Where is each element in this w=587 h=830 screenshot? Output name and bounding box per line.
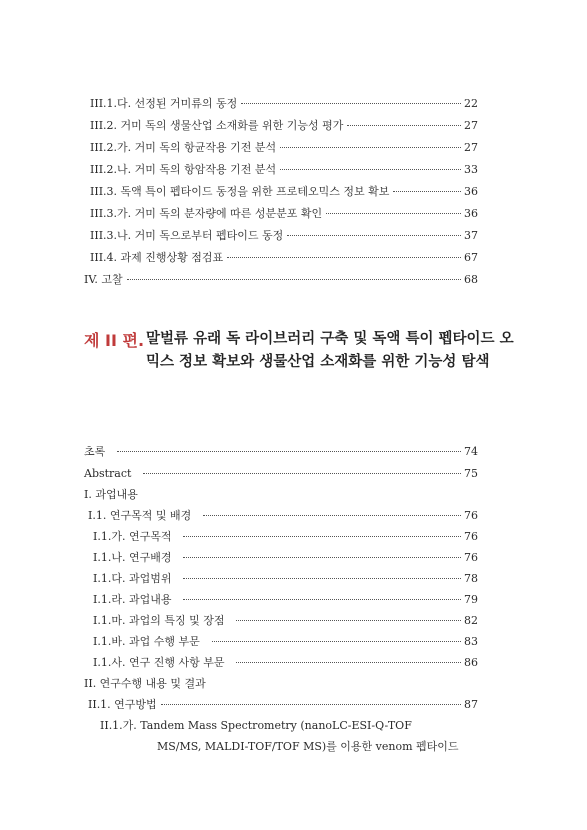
toc-entry-page: 76 [464, 551, 478, 564]
leader-dots [117, 451, 461, 452]
toc-entry-label: I.1.라. 과업내용 [93, 593, 172, 606]
toc-entry-page: 76 [464, 530, 478, 543]
toc-entry-page: 27 [464, 141, 478, 154]
toc-entry-label: III.2.가. 거미 독의 항균작용 기전 분석 [90, 141, 277, 154]
part-title: 말벌류 유래 독 라이브러리 구축 및 독액 특이 펩타이드 오믹스 정보 확보와 생물산업 소재화를 위한 기능성 탐색 [146, 331, 514, 370]
toc-entry[interactable] [88, 509, 478, 523]
toc-entry-label: I.1.나. 연구배경 [93, 551, 172, 564]
toc-entry-label: I.1.가. 연구목적 [93, 530, 172, 543]
toc-entry-page: 36 [464, 207, 478, 220]
toc-entry-label-continued[interactable]: MS/MS, MALDI-TOF/TOF MS)를 이용한 venom 펩타이드 [157, 740, 459, 753]
toc-entry[interactable] [93, 572, 478, 586]
leader-dots [183, 578, 461, 579]
leader-dots [143, 473, 461, 474]
leader-dots [280, 147, 461, 148]
leader-dots [127, 279, 461, 280]
toc-entry-label: III.3. 독액 특이 펩타이드 동정을 위한 프로테오믹스 정보 확보 [90, 185, 390, 198]
part-number: 제 II 편. [84, 331, 145, 350]
section-heading[interactable]: I. 과업내용 [84, 488, 138, 501]
toc-entry-page: 36 [464, 185, 478, 198]
toc-entry[interactable] [90, 185, 478, 199]
leader-dots [227, 257, 461, 258]
toc-entry-page: 74 [464, 445, 478, 458]
toc-entry-page: 86 [464, 656, 478, 669]
toc-entry-label: I.1.사. 연구 진행 사항 부문 [93, 656, 225, 669]
toc-entry-page: 37 [464, 229, 478, 242]
toc-entry-label: I.1.마. 과업의 특징 및 장점 [93, 614, 225, 627]
toc-entry[interactable] [88, 698, 478, 712]
leader-dots [347, 125, 461, 126]
toc-entry-page: 76 [464, 509, 478, 522]
leader-dots [183, 536, 461, 537]
toc-entry-label: I.1.바. 과업 수행 부문 [93, 635, 200, 648]
leader-dots [236, 620, 461, 621]
toc-entry-page: 27 [464, 119, 478, 132]
leader-dots [326, 213, 461, 214]
leader-dots [241, 103, 461, 104]
toc-entry-page: 67 [464, 251, 478, 264]
section-heading[interactable]: II. 연구수행 내용 및 결과 [84, 677, 206, 690]
toc-entry-page: 83 [464, 635, 478, 648]
toc-entry-label: I.1. 연구목적 및 배경 [88, 509, 192, 522]
toc-entry-page: 87 [464, 698, 478, 711]
toc-entry[interactable] [90, 163, 478, 177]
toc-entry-page: 82 [464, 614, 478, 627]
toc-entry-label: Abstract [84, 467, 132, 480]
toc-entry[interactable] [93, 656, 478, 670]
toc-entry[interactable] [84, 467, 478, 481]
toc-entry[interactable] [84, 273, 478, 287]
toc-entry[interactable] [90, 207, 478, 221]
toc-entry-label: II.1. 연구방법 [88, 698, 157, 711]
toc-entry[interactable] [90, 119, 478, 133]
toc-entry[interactable] [90, 229, 478, 243]
leader-dots [393, 191, 461, 192]
leader-dots [183, 557, 461, 558]
toc-entry-page: 22 [464, 97, 478, 110]
toc-entry-label[interactable]: II.1.가. Tandem Mass Spectrometry (nanoLC-ESI-Q-TOF [100, 719, 412, 732]
toc-entry-label: I.1.다. 과업범위 [93, 572, 172, 585]
toc-entry[interactable] [93, 614, 478, 628]
toc-entry-page: 75 [464, 467, 478, 480]
toc-entry[interactable] [93, 551, 478, 565]
toc-entry-page: 68 [464, 273, 478, 286]
toc-entry[interactable] [90, 251, 478, 265]
leader-dots [161, 704, 461, 705]
toc-entry-label: IV. 고찰 [84, 273, 123, 286]
toc-entry[interactable] [90, 141, 478, 155]
toc-entry-page: 78 [464, 572, 478, 585]
toc-entry[interactable] [93, 593, 478, 607]
leader-dots [280, 169, 461, 170]
leader-dots [203, 515, 461, 516]
toc-entry-label: III.2.나. 거미 독의 항암작용 기전 분석 [90, 163, 277, 176]
leader-dots [287, 235, 461, 236]
toc-entry[interactable] [93, 530, 478, 544]
leader-dots [236, 662, 461, 663]
leader-dots [183, 599, 461, 600]
toc-entry-label: III.1.다. 선정된 거미류의 동정 [90, 97, 238, 110]
toc-entry-page: 33 [464, 163, 478, 176]
toc-entry-label: III.3.가. 거미 독의 분자량에 따른 성분분포 확인 [90, 207, 323, 220]
toc-entry[interactable] [90, 97, 478, 111]
toc-entry-label: III.2. 거미 독의 생물산업 소재화를 위한 기능성 평가 [90, 119, 344, 132]
toc-entry-label: III.3.나. 거미 독으로부터 펩타이드 동정 [90, 229, 284, 242]
toc-entry-label: 초록 [84, 445, 106, 458]
toc-entry[interactable] [93, 635, 478, 649]
leader-dots [212, 641, 461, 642]
toc-entry-page: 79 [464, 593, 478, 606]
toc-entry[interactable] [84, 445, 478, 459]
toc-entry-label: III.4. 과제 진행상황 점검표 [90, 251, 224, 264]
